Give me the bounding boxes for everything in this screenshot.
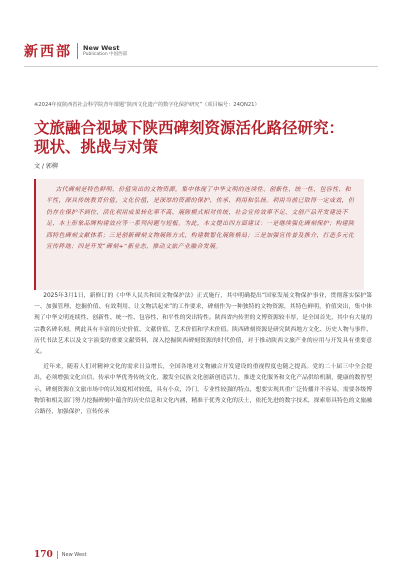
article-title-line1: 文旅融合视域下陕西碑刻资源活化路径研究： [34, 118, 345, 137]
masthead-english-title: New West [83, 43, 120, 52]
abstract-text: 古代碑刻是特色鲜明、价值突出的文物资源，集中体现了中华文明的连续性、创新性、统一性、包容性、和平性，深具传统教育价值，文化价值，是深厚的资源的保护、传承、利用和弘扬。利用当前已取得一定成效，但仍存在保护不到位、活化利用成果转化率不高、展陈模式相对传统、社会宣传效率不足、文创产品开发建设不足、本土形象品牌构建效应等一系列问题与短板。为此，本文提出四方面建议：一是继续强化碑刻保护；构建陕西特色碑刻文献体系；三是创新碑刻文物展陈方式，构建数智化展陈格局；三是加强宣传普及推介，打造多元化宣传阵地；四是开发“碑刻+”新业态，推动文旅产业融合发展。 [46, 187, 355, 251]
article-title-line2: 现状、挑战与对策 [34, 137, 159, 156]
footer-journal-name: New West [61, 552, 87, 558]
body-paragraph-2: 近年来，随着人们对精神文化的需求日益增长，全国各地对文物融合开发建设的重视程度也随之提高。党的二十届三中全会提出，必须增强文化自信，传承中华优秀传统文化，激发全民族文化创新创造活力，推进文化服务和文化产品供给机制，健康的数智型示，碑刻资源在文旅市场中的认知度相对较低，具有小众，冷门，专业性较强的特点，想要实现其重广泛传播并不容易，需要各级博物馆和相关部门努力挖掘碑刻中蕴含的历史信息和文化内涵，精准于优秀文化的沃土，依托先进的数字技术，探索彰具特色的文旅融合路径，加强保护，宣传传承 [34, 364, 372, 416]
page-footer [34, 550, 87, 560]
masthead-english-subtitle: Publication 中国西部 [83, 52, 128, 57]
fund-note: ※2024年度陕西省社会科学院青年课题“陕西文化遗产的数字化保护研究”（项目编号：24QN21） [34, 102, 260, 108]
masthead [24, 40, 127, 62]
body-paragraph-1: 2025年3月1日，新修订的《中华人民共和国文物保护法》正式施行，其中明确提出“国家发展文物保护事业，贯彻落实保护第一、加强管理、挖掘价值、有效利用、让文物活起来”的工作要求，碑刻作为一种独特的文物资源，其特色鲜明，价值突出，集中体现了中华文明连续性、创新性、统一性、包容性、和平性的突出特性。陕西省内传世的文博资源较丰厚，是全国首先，其中有大量的宗教名碑名刻，例此具有丰富的历史价值、文献价值、艺术价值和学术价值。陕西碑刻资源是研究陕西地方文化、历史人物与事件、历代书法艺术以及文字演变的重要文献资料，深入挖掘陕西碑刻资源的时代价值，对于推动陕西文旅产业的应用与开发具有重要意义。 [34, 293, 372, 356]
page-number: 170 [34, 550, 53, 560]
article-title [34, 118, 374, 156]
header-rule [24, 66, 378, 67]
masthead-divider [77, 43, 78, 59]
article-body [34, 291, 372, 422]
journal-logo: 新西部 [24, 44, 72, 60]
footer-divider [57, 551, 58, 559]
byline: 文 / 郭柳 [34, 163, 58, 170]
abstract-box [34, 179, 364, 290]
masthead-english [83, 45, 127, 58]
